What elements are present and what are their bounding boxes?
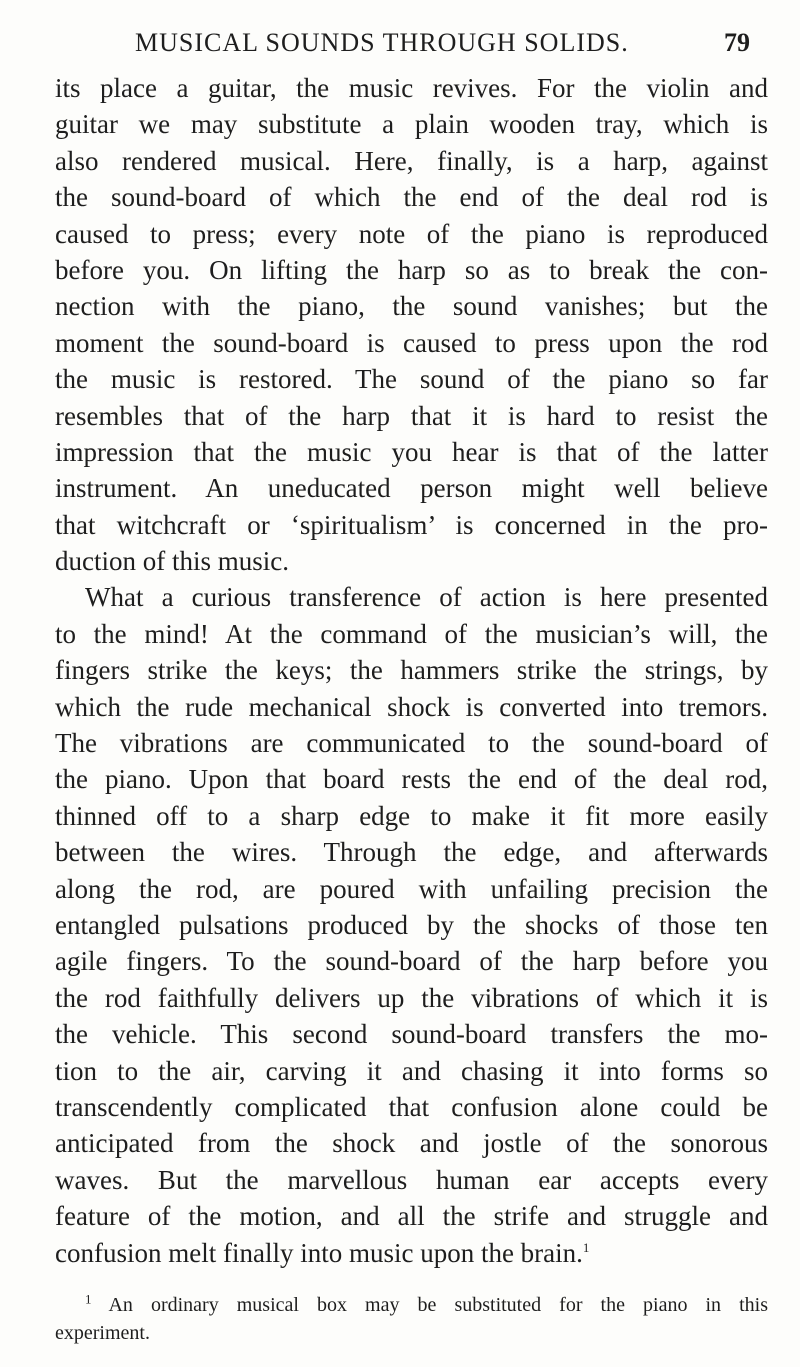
text-line: the sound-board of which the end of the deal rod is — [55, 182, 768, 213]
text-line: caused to press; every note of the piano is reproduced — [55, 218, 768, 249]
footnote-line — [55, 1291, 768, 1319]
text-line: confusion melt finally into music upon the brain. — [55, 1237, 583, 1268]
text-line: instrument. An uneducated person might well believe — [55, 473, 768, 504]
page-header — [135, 28, 750, 68]
text-line: the vehicle. This second sound-board transfers the mo- — [55, 1019, 768, 1050]
paragraph-2 — [55, 579, 768, 1270]
text-line: moment the sound-board is caused to press upon the rod — [55, 327, 768, 358]
text-line: which the rude mechanical shock is converted into tremors. — [55, 691, 768, 722]
footnote-line: experiment. — [55, 1322, 150, 1344]
text-line: waves. But the marvellous human ear accepts every — [55, 1164, 768, 1195]
body-text — [55, 70, 768, 1271]
text-line: feature of the motion, and all the strife and struggle and — [55, 1201, 768, 1232]
footnote-text: An ordinary musical box may be substituted for the piano in this — [108, 1294, 768, 1316]
text-line: that witchcraft or ‘spiritualism’ is concerned in the pro- — [55, 509, 768, 540]
text-line: transcendently complicated that confusion alone could be — [55, 1091, 768, 1122]
text-line: The vibrations are communicated to the sound-board of — [55, 728, 768, 759]
text-line: anticipated from the shock and jostle of the sonorous — [55, 1128, 768, 1159]
paragraph-1 — [55, 70, 768, 579]
text-line: impression that the music you hear is that of the latter — [55, 436, 768, 467]
text-line: to the mind! At the command of the musician’s will, the — [55, 618, 768, 649]
text-line: between the wires. Through the edge, and afterwards — [55, 837, 768, 868]
text-line: also rendered musical. Here, finally, is a harp, against — [55, 145, 768, 176]
footnote — [55, 1291, 768, 1347]
text-line: duction of this music. — [55, 546, 289, 577]
text-line: before you. On lifting the harp so as to break the con- — [55, 254, 768, 285]
text-line: its place a guitar, the music revives. For the violin and — [55, 73, 768, 103]
text-line: resembles that of the harp that it is hard to resist the — [55, 400, 768, 431]
text-line: along the rod, are poured with unfailing precision the — [55, 873, 768, 904]
footnote-marker: 1 — [85, 1291, 92, 1307]
text-line: fingers strike the keys; the hammers strike the strings, by — [55, 655, 768, 686]
text-line: the piano. Upon that board rests the end of the deal rod, — [55, 764, 768, 795]
footnote-reference[interactable]: 1 — [582, 1239, 590, 1255]
text-line: agile fingers. To the sound-board of the harp before you — [55, 946, 768, 977]
running-head: MUSICAL SOUNDS THROUGH SOLIDS. — [135, 28, 629, 57]
text-line: guitar we may substitute a plain wooden tray, which is — [55, 109, 768, 140]
text-line: the rod faithfully delivers up the vibrations of which it is — [55, 982, 768, 1013]
page-number: 79 — [724, 28, 750, 57]
text-line: thinned off to a sharp edge to make it fit more easily — [55, 800, 768, 831]
text-line: tion to the air, carving it and chasing it into forms so — [55, 1055, 768, 1086]
text-line: What a curious transference of action is here presented — [85, 582, 768, 613]
text-line: nection with the piano, the sound vanishes; but the — [55, 291, 768, 322]
text-line-with-footnote-ref — [55, 1235, 768, 1271]
text-line: the music is restored. The sound of the piano so far — [55, 364, 768, 395]
text-line: entangled pulsations produced by the shocks of those ten — [55, 909, 768, 940]
